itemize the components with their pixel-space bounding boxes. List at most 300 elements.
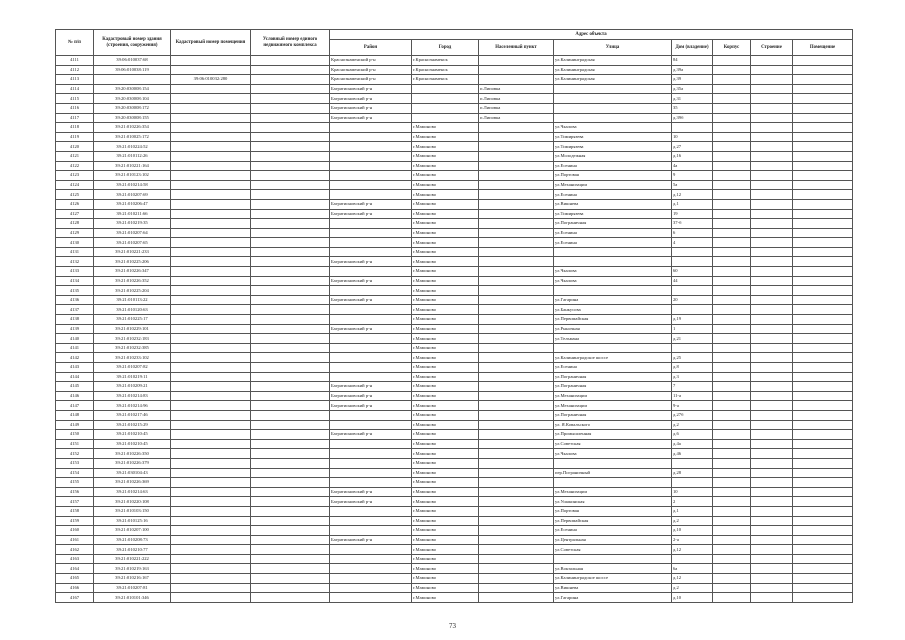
cell-street: ул.Калининградская [554, 56, 672, 66]
cell-cad-room [171, 372, 251, 382]
table-header [56, 30, 853, 56]
cell-num: 4113 [56, 75, 94, 85]
cell-street [554, 94, 672, 104]
cell-num: 4143 [56, 363, 94, 373]
cell-num: 4124 [56, 180, 94, 190]
cell-room [793, 410, 853, 420]
cell-num: 4141 [56, 343, 94, 353]
cell-cad-building: 39:21:010214:96 [94, 401, 171, 411]
cell-settlement [479, 535, 554, 545]
cell-korpus [713, 142, 751, 152]
cell-conditional [251, 305, 330, 315]
cell-conditional [251, 574, 330, 584]
table-row [56, 535, 853, 545]
cell-conditional [251, 286, 330, 296]
cell-room [793, 103, 853, 113]
cell-city: г.Мамоново [412, 247, 479, 257]
cell-district [330, 439, 412, 449]
cell-cad-building: 39:21:010207:64 [94, 228, 171, 238]
table-row [56, 391, 853, 401]
cell-city: г.Мамоново [412, 410, 479, 420]
cell-street [554, 257, 672, 267]
cell-house: 19 [672, 209, 713, 219]
cell-house: 2 [672, 497, 713, 507]
cell-cad-building: 39:21:010214:58 [94, 180, 171, 190]
cell-district [330, 506, 412, 516]
cell-korpus [713, 132, 751, 142]
table-row [56, 286, 853, 296]
cell-cad-room [171, 410, 251, 420]
cell-cad-building: 39:21:010221:233 [94, 247, 171, 257]
cell-house: д.8 [672, 363, 713, 373]
cell-korpus [713, 497, 751, 507]
cell-room [793, 363, 853, 373]
cell-city: г.Мамоново [412, 305, 479, 315]
cell-house: д.39а [672, 65, 713, 75]
cell-korpus [713, 372, 751, 382]
cell-cad-room [171, 113, 251, 123]
cell-cad-building: 39:21:010233:102 [94, 353, 171, 363]
table-row [56, 295, 853, 305]
cell-settlement [479, 228, 554, 238]
cell-korpus [713, 506, 751, 516]
cell-cad-building: 39:21:010225:17 [94, 315, 171, 325]
cell-korpus [713, 84, 751, 94]
cell-korpus [713, 410, 751, 420]
cell-cad-room [171, 497, 251, 507]
cell-street: ул.Механизации [554, 401, 672, 411]
cell-settlement [479, 593, 554, 603]
cell-building [751, 286, 793, 296]
cell-cad-room [171, 420, 251, 430]
cell-cad-building: 39:21:010214:83 [94, 391, 171, 401]
table-row [56, 151, 853, 161]
cell-cad-building: 39:21:010206:47 [94, 199, 171, 209]
cell-settlement [479, 554, 554, 564]
table-row [56, 439, 853, 449]
cell-house: д.3 [672, 372, 713, 382]
cell-district [330, 247, 412, 257]
cell-building [751, 161, 793, 171]
cell-num: 4118 [56, 123, 94, 133]
cell-house: 10 [672, 132, 713, 142]
cell-street: ул.Пограничная [554, 382, 672, 392]
cell-settlement [479, 468, 554, 478]
table-row [56, 142, 853, 152]
cell-house: 6 [672, 228, 713, 238]
cell-building [751, 353, 793, 363]
cell-district [330, 190, 412, 200]
cell-conditional [251, 56, 330, 66]
cell-building [751, 103, 793, 113]
cell-conditional [251, 516, 330, 526]
table-row [56, 238, 853, 248]
cell-cad-building: 39:21:010226:369 [94, 478, 171, 488]
cell-street: ул.Гагарина [554, 295, 672, 305]
cell-house: д.16 [672, 151, 713, 161]
table-row [56, 113, 853, 123]
cell-conditional [251, 113, 330, 123]
cell-num: 4140 [56, 334, 94, 344]
cell-district: Багратионовский р-н [330, 113, 412, 123]
table-row [56, 343, 853, 353]
cell-district [330, 554, 412, 564]
cell-room [793, 487, 853, 497]
cell-cad-room [171, 305, 251, 315]
cell-conditional [251, 94, 330, 104]
cell-settlement [479, 516, 554, 526]
table-row [56, 526, 853, 536]
cell-cad-building: 39:21:010219:35 [94, 219, 171, 229]
cell-house [672, 478, 713, 488]
cell-room [793, 132, 853, 142]
table-row [56, 420, 853, 430]
cell-korpus [713, 161, 751, 171]
cell-korpus [713, 324, 751, 334]
table-row [56, 593, 853, 603]
cell-korpus [713, 439, 751, 449]
cell-room [793, 343, 853, 353]
table-row [56, 516, 853, 526]
cell-settlement [479, 458, 554, 468]
cell-korpus [713, 458, 751, 468]
cell-building [751, 219, 793, 229]
cell-room [793, 353, 853, 363]
cell-settlement [479, 478, 554, 488]
cell-korpus [713, 583, 751, 593]
cell-cad-building: 39:21:010208:73 [94, 535, 171, 545]
cell-building [751, 151, 793, 161]
cell-building [751, 468, 793, 478]
cell-cad-building: 39:21:010025:172 [94, 132, 171, 142]
cell-num: 4165 [56, 574, 94, 584]
cell-settlement [479, 439, 554, 449]
cell-building [751, 363, 793, 373]
cell-settlement [479, 382, 554, 392]
cell-cad-building: 39:21:010101:346 [94, 593, 171, 603]
cell-district: Багратионовский р-н [330, 199, 412, 209]
cell-num: 4166 [56, 583, 94, 593]
cell-district [330, 564, 412, 574]
cell-num: 4115 [56, 94, 94, 104]
cell-house: д.12 [672, 574, 713, 584]
cell-conditional [251, 497, 330, 507]
cell-district: Краснознаменский р-н [330, 56, 412, 66]
table-row [56, 180, 853, 190]
cell-building [751, 324, 793, 334]
cell-cad-room [171, 276, 251, 286]
cell-num: 4137 [56, 305, 94, 315]
cell-room [793, 583, 853, 593]
cell-num: 4130 [56, 238, 94, 248]
cell-district [330, 161, 412, 171]
cell-room [793, 238, 853, 248]
cell-room [793, 401, 853, 411]
cell-conditional [251, 420, 330, 430]
cell-cad-room [171, 171, 251, 181]
cell-room [793, 516, 853, 526]
cell-house [672, 257, 713, 267]
table-row [56, 56, 853, 66]
cell-korpus [713, 257, 751, 267]
cell-korpus [713, 478, 751, 488]
cell-num: 4152 [56, 449, 94, 459]
header-house: Дом (владение) [672, 40, 713, 56]
cell-cad-room [171, 334, 251, 344]
cell-city: г.Мамоново [412, 497, 479, 507]
cell-street: пер.Пограничный [554, 468, 672, 478]
cell-room [793, 276, 853, 286]
header-room: Помещение [793, 40, 853, 56]
cell-building [751, 372, 793, 382]
cell-district [330, 142, 412, 152]
cell-settlement [479, 75, 554, 85]
cell-street: ул.Центральная [554, 535, 672, 545]
cell-district [330, 334, 412, 344]
table-row [56, 267, 853, 277]
cell-cad-room [171, 583, 251, 593]
cell-cad-building: 39:21:010219:11 [94, 372, 171, 382]
table-row [56, 363, 853, 373]
cell-cad-building: 39:21:010209:21 [94, 382, 171, 392]
cell-city: г.Мамоново [412, 593, 479, 603]
cell-korpus [713, 401, 751, 411]
cell-room [793, 334, 853, 344]
cell-room [793, 219, 853, 229]
cell-cad-building: 39:21:010225:206 [94, 257, 171, 267]
cell-korpus [713, 334, 751, 344]
cell-conditional [251, 209, 330, 219]
table-row [56, 545, 853, 555]
cell-korpus [713, 545, 751, 555]
table-body [56, 56, 853, 603]
cell-korpus [713, 363, 751, 373]
cell-building [751, 65, 793, 75]
cell-conditional [251, 554, 330, 564]
cell-cad-building: 39:21:010221:164 [94, 161, 171, 171]
cell-building [751, 334, 793, 344]
registry-sheet [55, 29, 852, 603]
cell-street: ул.Есенина [554, 526, 672, 536]
cell-cad-room [171, 295, 251, 305]
cell-building [751, 535, 793, 545]
cell-conditional [251, 171, 330, 181]
cell-cad-room [171, 267, 251, 277]
header-address: Адрес объекта [330, 30, 853, 40]
cell-district: Багратионовский р-н [330, 84, 412, 94]
cell-city: г.Мамоново [412, 439, 479, 449]
header-cad-building: Кадастровый номер здания (строения, сооружения) [94, 30, 171, 56]
cell-room [793, 449, 853, 459]
table-row [56, 478, 853, 488]
cell-cad-room [171, 94, 251, 104]
cell-house: д.46 [672, 449, 713, 459]
cell-street: ул.Пограничная [554, 372, 672, 382]
table-row [56, 449, 853, 459]
cell-settlement [479, 574, 554, 584]
cell-cad-building: 39:21:010210:77 [94, 545, 171, 555]
cell-cad-room [171, 65, 251, 75]
cell-street: ул.Тимирязева [554, 209, 672, 219]
table-row [56, 458, 853, 468]
cell-settlement [479, 267, 554, 277]
cell-korpus [713, 199, 751, 209]
cell-conditional [251, 391, 330, 401]
cell-building [751, 497, 793, 507]
cell-building [751, 276, 793, 286]
cell-house: д.27б [672, 410, 713, 420]
cell-conditional [251, 142, 330, 152]
cell-conditional [251, 382, 330, 392]
cell-street: ул.Первомайская [554, 516, 672, 526]
cell-building [751, 315, 793, 325]
cell-city: г.Мамоново [412, 526, 479, 536]
table-row [56, 75, 853, 85]
cell-building [751, 583, 793, 593]
cell-district: Багратионовский р-н [330, 209, 412, 219]
cell-settlement [479, 142, 554, 152]
cell-room [793, 75, 853, 85]
cell-cad-building [94, 75, 171, 85]
cell-building [751, 171, 793, 181]
header-korpus: Корпус [713, 40, 751, 56]
cell-num: 4163 [56, 554, 94, 564]
cell-conditional [251, 334, 330, 344]
cell-district: Краснознаменский р-н [330, 75, 412, 85]
cell-room [793, 535, 853, 545]
cell-house: д.6 [672, 430, 713, 440]
cell-conditional [251, 123, 330, 133]
cell-cad-room [171, 142, 251, 152]
cell-city: г.Мамоново [412, 142, 479, 152]
cell-num: 4158 [56, 506, 94, 516]
cell-cad-building: 39:21:010207:82 [94, 363, 171, 373]
cell-cad-building: 39:20:030008:154 [94, 84, 171, 94]
cell-street: ул.Калининградское шоссе [554, 574, 672, 584]
cell-settlement [479, 132, 554, 142]
cell-cad-room: 39:06:010032:280 [171, 75, 251, 85]
cell-korpus [713, 190, 751, 200]
cell-conditional [251, 324, 330, 334]
cell-cad-room [171, 391, 251, 401]
cell-city [412, 113, 479, 123]
cell-cad-room [171, 324, 251, 334]
cell-street: ул.Калининградское шоссе [554, 353, 672, 363]
cell-district: Багратионовский р-н [330, 401, 412, 411]
cell-house: д.1 [672, 506, 713, 516]
cell-conditional [251, 430, 330, 440]
cell-city: г.Мамоново [412, 209, 479, 219]
cell-settlement [479, 391, 554, 401]
cell-conditional [251, 487, 330, 497]
cell-cad-building: 39:21:010113:22 [94, 295, 171, 305]
cell-house: д.4а [672, 439, 713, 449]
cell-settlement [479, 123, 554, 133]
cell-conditional [251, 238, 330, 248]
cell-district [330, 468, 412, 478]
cell-num: 4156 [56, 487, 94, 497]
cell-district: Багратионовский р-н [330, 94, 412, 104]
cell-district [330, 238, 412, 248]
cell-street: ул.Чкалова [554, 267, 672, 277]
cell-street: ул. Я.Ковальского [554, 420, 672, 430]
cell-korpus [713, 564, 751, 574]
cell-house: 4а [672, 161, 713, 171]
table-row [56, 324, 853, 334]
cell-building [751, 247, 793, 257]
cell-num: 4145 [56, 382, 94, 392]
cell-settlement [479, 247, 554, 257]
cell-building [751, 257, 793, 267]
cell-house: 37-б [672, 219, 713, 229]
cell-num: 4162 [56, 545, 94, 555]
cell-house: д.12 [672, 545, 713, 555]
cell-room [793, 180, 853, 190]
cell-num: 4134 [56, 276, 94, 286]
cell-building [751, 516, 793, 526]
cell-building [751, 123, 793, 133]
cell-house: 4 [672, 238, 713, 248]
cell-num: 4122 [56, 161, 94, 171]
cell-city: г.Мамоново [412, 468, 479, 478]
cell-street: ул.Гагарина [554, 593, 672, 603]
table-row [56, 372, 853, 382]
cell-num: 4125 [56, 190, 94, 200]
table-row [56, 103, 853, 113]
cell-building [751, 420, 793, 430]
cell-district [330, 315, 412, 325]
cell-num: 4131 [56, 247, 94, 257]
cell-building [751, 190, 793, 200]
cell-city: г.Мамоново [412, 228, 479, 238]
cell-city: г.Мамоново [412, 430, 479, 440]
cell-city: г.Мамоново [412, 382, 479, 392]
cell-num: 4146 [56, 391, 94, 401]
cell-korpus [713, 123, 751, 133]
cell-conditional [251, 247, 330, 257]
cell-cad-building: 39:21:010207:81 [94, 583, 171, 593]
cell-house: 7 [672, 382, 713, 392]
cell-district [330, 123, 412, 133]
cell-cad-room [171, 564, 251, 574]
cell-house [672, 286, 713, 296]
cell-street: ул.Чкалова [554, 276, 672, 286]
table-row [56, 315, 853, 325]
cell-district: Багратионовский р-н [330, 497, 412, 507]
cell-cad-building: 39:21:010221:222 [94, 554, 171, 564]
table-row [56, 554, 853, 564]
cell-settlement [479, 334, 554, 344]
cell-settlement [479, 180, 554, 190]
cell-settlement [479, 545, 554, 555]
cell-num: 4121 [56, 151, 94, 161]
cell-conditional [251, 315, 330, 325]
cell-district: Багратионовский р-н [330, 487, 412, 497]
cell-cad-building: 39:21:010103:150 [94, 506, 171, 516]
cell-conditional [251, 180, 330, 190]
cell-cad-building: 39:21:010123:102 [94, 171, 171, 181]
cell-cad-room [171, 343, 251, 353]
cell-house [672, 343, 713, 353]
cell-num: 4119 [56, 132, 94, 142]
cell-cad-building: 39:21:010224:52 [94, 142, 171, 152]
cell-street: ул.Механизации [554, 487, 672, 497]
cell-room [793, 468, 853, 478]
table-row [56, 334, 853, 344]
cell-district: Багратионовский р-н [330, 535, 412, 545]
cell-settlement: п.Липовка [479, 84, 554, 94]
cell-house [672, 123, 713, 133]
